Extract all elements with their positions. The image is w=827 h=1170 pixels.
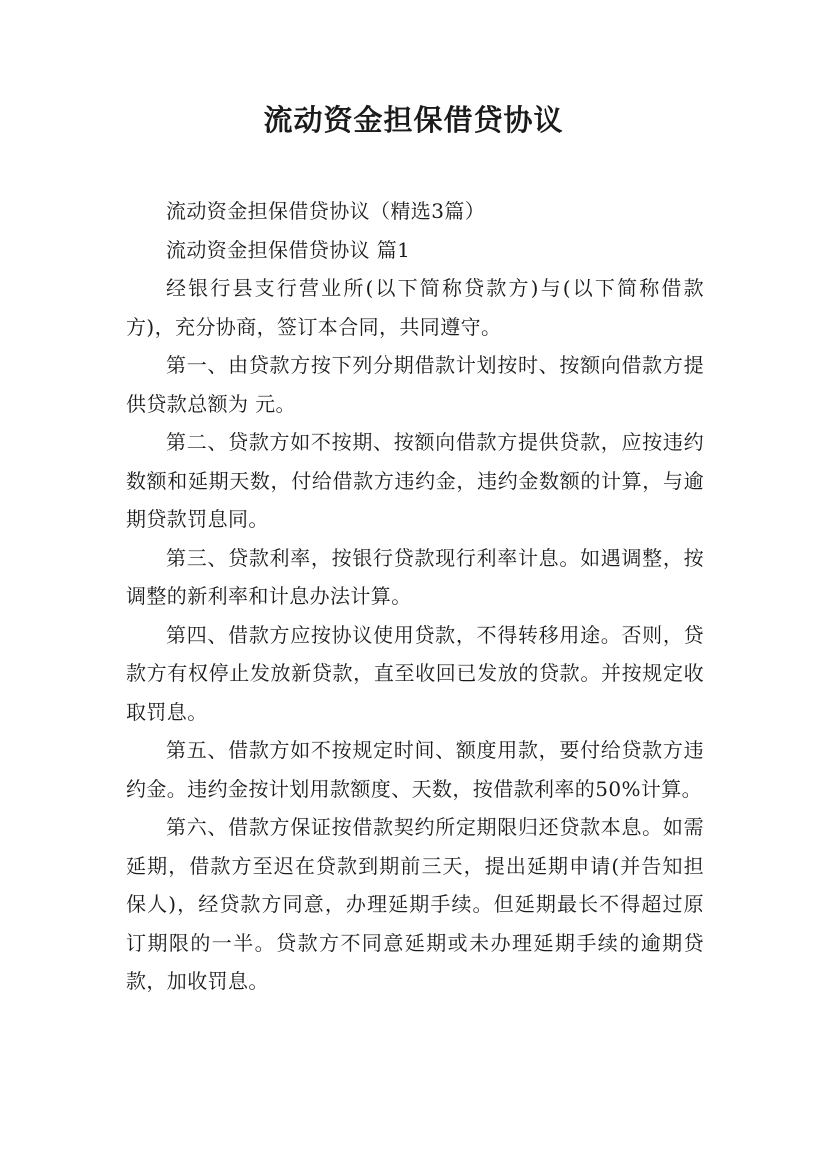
paragraph-clause-2: 第二、贷款方如不按期、按额向借款方提供贷款，应按违约数额和延期天数，付给借款方违约金，违约金数额的计算，与逾期贷款罚息同。 — [126, 430, 704, 531]
document-body — [126, 192, 704, 1001]
paragraph-clause-6: 第六、借款方保证按借款契约所定期限归还贷款本息。如需延期，借款方至迟在贷款到期前三天，提出延期申请(并告知担保人)，经贷款方同意，办理延期手续。但延期最长不得超过原订期限的一半。贷款方不同意延期或未办理延期手续的逾期贷款，加收罚息。 — [126, 815, 704, 993]
paragraph-section-heading: 流动资金担保借贷协议 篇1 — [166, 237, 411, 262]
paragraph-clause-5: 第五、借款方如不按规定时间、额度用款，要付给贷款方违约金。违约金按计划用款额度、天数，按借款利率的50%计算。 — [126, 738, 704, 801]
document-title: 流动资金担保借贷协议 — [263, 103, 564, 137]
paragraph-subtitle: 流动资金担保借贷协议（精选3篇） — [166, 199, 486, 223]
paragraph-clause-1: 第一、由贷款方按下列分期借款计划按时、按额向借款方提供贷款总额为 元。 — [126, 353, 704, 416]
paragraph-clause-4: 第四、借款方应按协议使用贷款，不得转移用途。否则，贷款方有权停止发放新贷款，直至收回已发放的贷款。并按规定收取罚息。 — [126, 622, 704, 724]
paragraph-preamble: 经银行县支行营业所(以下简称贷款方)与(以下简称借款方)，充分协商，签订本合同，共同遵守。 — [126, 276, 704, 339]
paragraph-clause-3: 第三、贷款利率，按银行贷款现行利率计息。如遇调整，按调整的新利率和计息办法计算。 — [126, 545, 704, 608]
